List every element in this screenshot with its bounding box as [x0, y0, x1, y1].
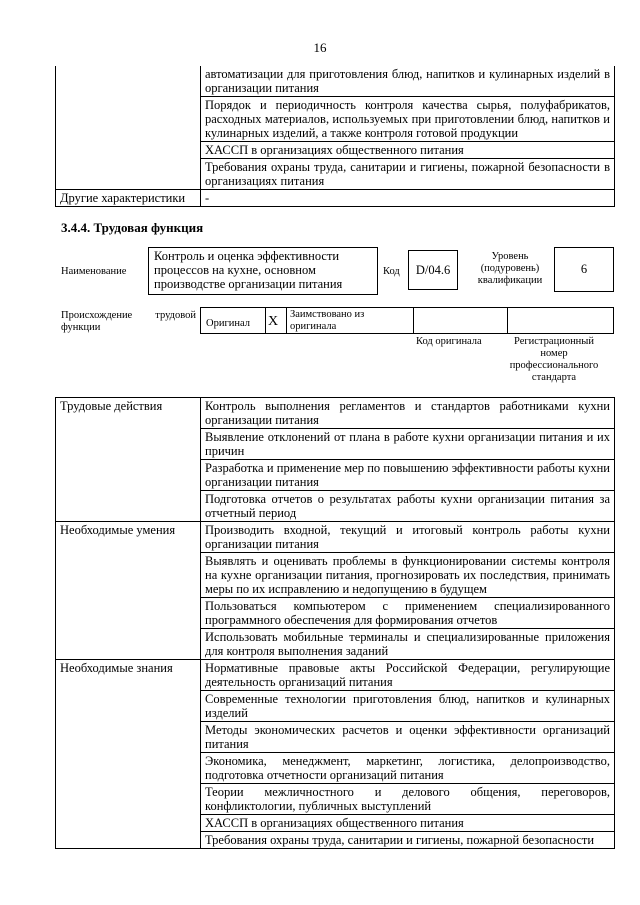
table-cell: Требования охраны труда, санитарии и гигиены, пожарной безопасности	[201, 832, 615, 849]
labor-function-table	[55, 397, 615, 849]
table-cell: Контроль выполнения регламентов и стандартов работниками кухни организации питания	[201, 398, 615, 429]
name-label: Наименование	[61, 266, 127, 277]
page-number: 16	[313, 40, 327, 55]
table-row	[56, 66, 615, 97]
level-label: Уровень (подуровень) квалификации	[477, 251, 543, 286]
function-name-box: Контроль и оценка эффективности процессов на кухне, основном производстве организации питания	[148, 247, 378, 295]
divider	[507, 308, 508, 333]
table-cell: Выявление отклонений от плана в работе кухни организации питания и их причин	[201, 429, 615, 460]
divider	[286, 308, 287, 333]
table-cell: автоматизации для приготовления блюд, напитков и кулинарных изделий в организации питания	[201, 66, 615, 97]
original-mark: X	[268, 314, 279, 329]
group-label: Необходимые умения	[56, 522, 201, 660]
registration-number-label: Регистрационный номер профессионального стандарта	[509, 336, 599, 383]
code-value-box: D/04.6	[408, 250, 458, 290]
level-value-box: 6	[554, 247, 614, 292]
origin-label: Происхождение трудовой функции	[61, 310, 196, 333]
table-cell: Методы экономических расчетов и оценки эффективности организаций питания	[201, 722, 615, 753]
table-cell: ХАССП в организациях общественного питания	[201, 142, 615, 159]
continuation-table	[55, 66, 615, 207]
divider	[413, 308, 414, 333]
table-cell: Разработка и применение мер по повышению эффективности работы кухни организации питания	[201, 460, 615, 491]
table-cell: Экономика, менеджмент, маркетинг, логистика, делопроизводство, подготовка отчетности организаций питания	[201, 753, 615, 784]
table-cell: Подготовка отчетов о результатах работы кухни организации питания за отчетный период	[201, 491, 615, 522]
original-label: Оригинал	[206, 318, 250, 329]
table-row	[56, 398, 615, 429]
empty-label-cell	[56, 66, 201, 190]
table-cell: Пользоваться компьютером с применением специализированного программного обеспечения для формирования отчетов	[201, 598, 615, 629]
table-cell: ХАССП в организациях общественного питания	[201, 815, 615, 832]
table-cell: Выявлять и оценивать проблемы в функционировании системы контроля на кухне организации питания, прогнозировать их последствия, принимать меры по их исправлению и недопущению в будущем	[201, 553, 615, 598]
table-cell: Использовать мобильные терминалы и специализированные приложения для контроля выполнения заданий	[201, 629, 615, 660]
table-cell: Требования охраны труда, санитарии и гигиены, пожарной безопасности в организациях питания	[201, 159, 615, 190]
section-title: 3.4.4. Трудовая функция	[61, 220, 204, 235]
table-row	[56, 660, 615, 691]
group-label: Трудовые действия	[56, 398, 201, 522]
other-characteristics-label: Другие характеристики	[56, 190, 201, 207]
table-cell: Производить входной, текущий и итоговый контроль работы кухни организации питания	[201, 522, 615, 553]
table-cell: Современные технологии приготовления блюд, напитков и кулинарных изделий	[201, 691, 615, 722]
code-original-label: Код оригинала	[416, 336, 482, 347]
table-cell: Теории межличностного и делового общения, переговоров, конфликтологии, публичных выступлений	[201, 784, 615, 815]
code-label: Код	[383, 266, 400, 277]
table-row	[56, 190, 615, 207]
table-row	[56, 522, 615, 553]
table-cell: Порядок и периодичность контроля качества сырья, полуфабрикатов, расходных материалов, используемых при приготовлении блюд, напитков и кулинарных изделий, а также контроля готовой продукции	[201, 97, 615, 142]
group-label: Необходимые знания	[56, 660, 201, 849]
borrowed-label: Заимствовано из оригинала	[290, 309, 365, 332]
other-characteristics-value: -	[201, 190, 615, 207]
divider	[265, 308, 266, 333]
table-cell: Нормативные правовые акты Российской Федерации, регулирующие деятельность организаций питания	[201, 660, 615, 691]
